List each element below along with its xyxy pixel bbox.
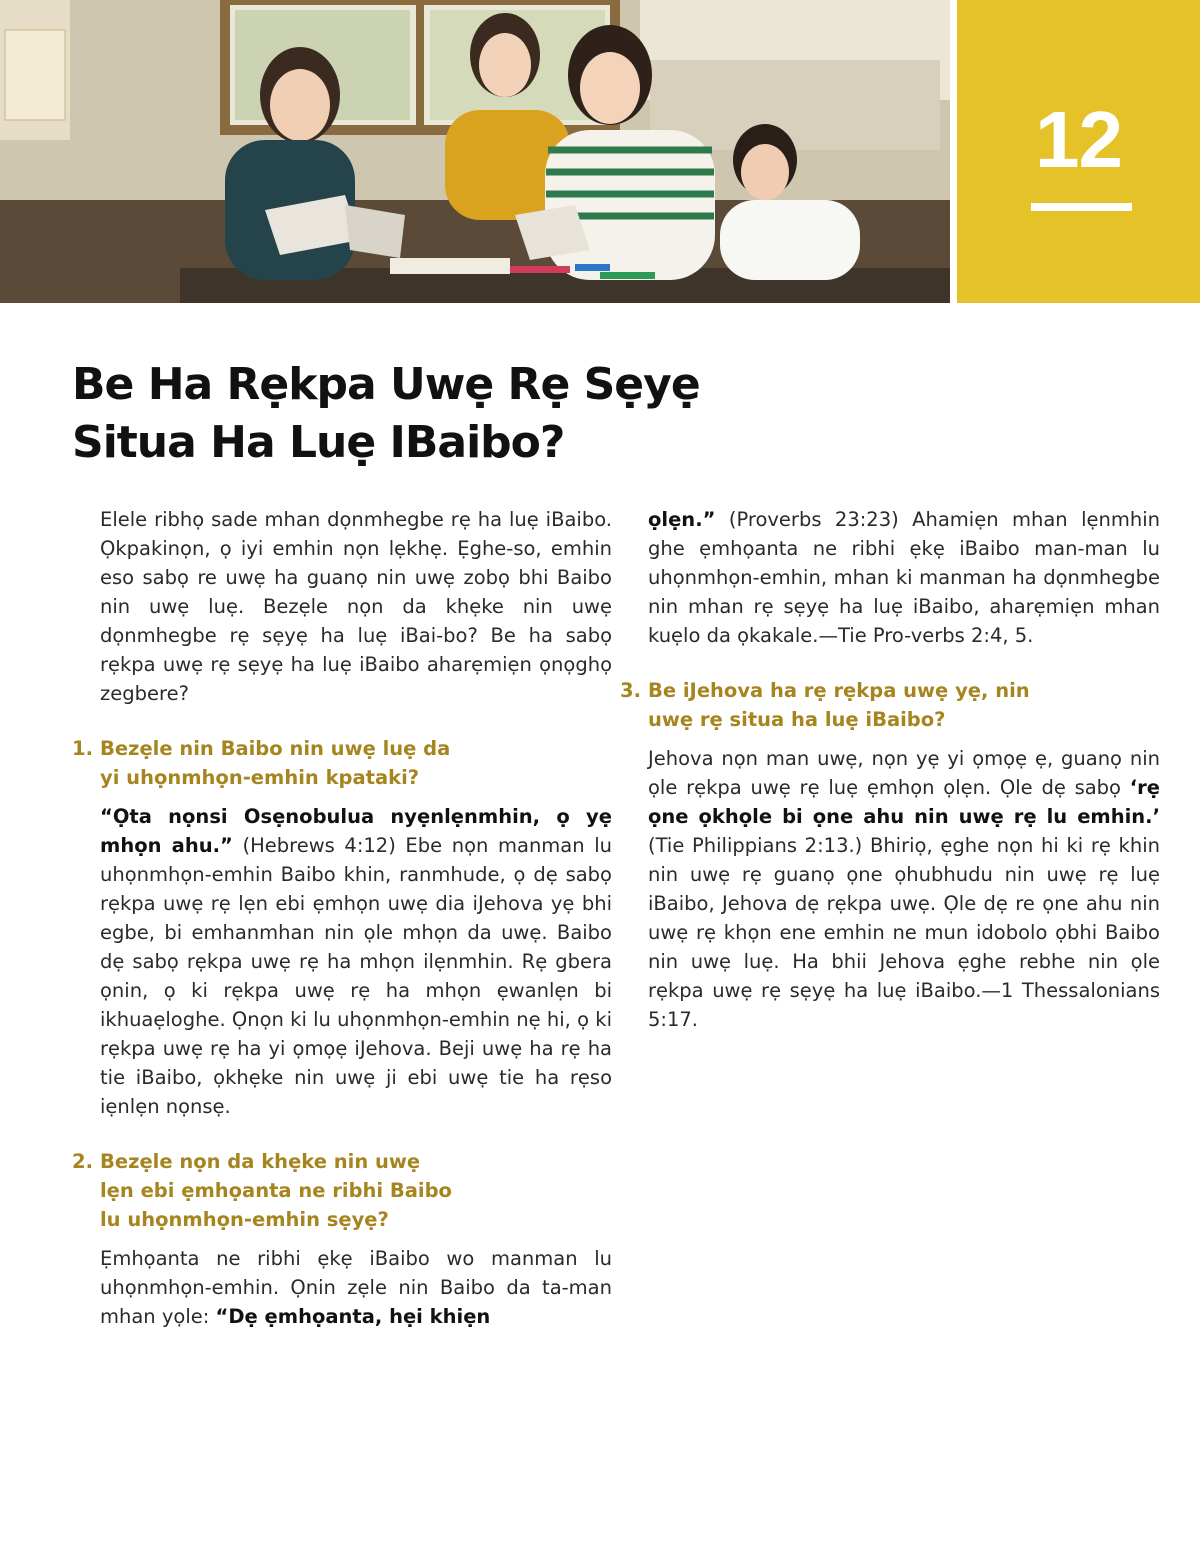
question-2-answer-start <box>72 1244 612 1331</box>
left-column <box>72 505 612 1331</box>
chapter-number: 12 <box>1035 95 1122 184</box>
question-3-heading <box>620 676 1070 734</box>
question-1-quote: “Ọta nọnsi Osẹnobulua nyẹnlẹnmhin, ọ yẹ mhọn ahu.” <box>100 805 612 857</box>
question-2-answer-continued <box>620 505 1160 650</box>
question-1-text: Bezẹle nin Baibo nin uwẹ luẹ da yi uhọnmhọn-emhin kpataki? <box>100 737 451 789</box>
question-1-heading <box>72 734 472 792</box>
intro-paragraph: Elele ribhọ sade mhan dọnmhegbe rẹ ha luẹ iBaibo. Ọkpakinọn, ọ iyi emhin nọn lẹkhẹ. Ẹghe-so, emhin eso sabọ re uwẹ ha guanọ nin uwẹ zobọ bhi Baibo nin uwẹ luẹ. Bezẹle nọn da khẹke nin uwẹ dọnmhegbe rẹ sẹyẹ ha luẹ iBai-bo? Be ha sabọ rẹkpa uwẹ rẹ sẹyẹ ha luẹ iBaibo aharẹmiẹn ọnọghọ zegbere? <box>100 508 612 705</box>
question-2-quote-start: “Dẹ ẹmhọanta, hẹi khiẹn <box>215 1305 491 1328</box>
question-1-answer-text: (Hebrews 4:12) Ebe nọn manman lu uhọnmhọn-emhin Baibo khin, ranmhude, ọ dẹ sabọ rẹkpa uwẹ rẹ lẹn ebi ẹmhọn uwẹ dia iJehova yẹ bhi egbe, bi emhanmhan nin ọle mhọn da uwẹ. Baibo dẹ sabọ rẹkpa uwẹ rẹ ha mhọn ilẹnmhin. Rẹ gbera ọnin, ọ ki rẹkpa uwẹ rẹ ha mhọn ẹwanlẹn bi ikhuaẹloghe. Ọnọn ki lu uhọnmhọn-emhin nẹ hi, ọ ki rẹkpa uwẹ rẹ ha yi ọmọẹ iJehova. Beji uwẹ ha rẹ ha tie iBaibo, ọkhẹke nin uwẹ ji ebi uwẹ tie ha rẹso iẹnlẹn nọnsẹ. <box>100 834 613 1118</box>
question-2-answer-intro: Ẹmhọanta ne ribhi ẹkẹ iBaibo wo manman lu uhọnmhọn-emhin. Ọnin zẹle nin Baibo da ta-man mhan yọle: <box>100 1247 612 1328</box>
question-3-quote: ‘rẹ ọne ọkhọle bi ọne ahu nin uwẹ rẹ lu emhin.’ <box>648 776 1160 828</box>
question-3-answer <box>620 744 1160 1034</box>
question-3-text: Be iJehova ha rẹ rẹkpa uwẹ yẹ, nin uwẹ rẹ situa ha luẹ iBaibo? <box>648 679 1030 731</box>
question-3-number: 3. <box>620 679 641 702</box>
family-bible-study-photo <box>0 0 950 303</box>
question-3-answer-intro: Jehova nọn man uwẹ, nọn yẹ yi ọmọẹ ẹ, guanọ nin ọle rẹkpa uwẹ rẹ luẹ ẹmhọn ọlẹn. Ọle dẹ sabọ <box>648 747 1160 799</box>
page-title-line-1: Be Ha Rẹkpa Uwẹ Rẹ Sẹyẹ <box>72 359 700 410</box>
question-2-text: Bezẹle nọn da khẹke nin uwẹ lẹn ebi ẹmhọanta ne ribhi Baibo lu uhọnmhọn-emhin sẹyẹ? <box>100 1150 452 1231</box>
page-title-line-2: Situa Ha Luẹ IBaibo? <box>72 417 565 468</box>
chapter-underline <box>1031 203 1132 211</box>
question-1-answer <box>72 802 612 1121</box>
question-2-quote-end: ọlẹn.” <box>648 508 716 531</box>
question-2-answer-text: (Proverbs 23:23) Ahamiẹn mhan lẹnmhin ghe ẹmhọanta ne ribhi ẹkẹ iBaibo man-man lu uhọnmhọn-emhin, mhan ki manman ha dọnmhegbe nin mhan rẹ sẹyẹ ha luẹ iBaibo, aharẹmiẹn mhan kuẹlo da ọkakale.—Tie Pro-verbs 2:4, 5. <box>648 508 1160 647</box>
header-photo <box>0 0 950 303</box>
chapter-number-tab <box>957 0 1200 303</box>
question-1-number: 1. <box>72 737 93 760</box>
question-2-number: 2. <box>72 1150 93 1173</box>
right-column <box>620 505 1160 1034</box>
page-title <box>72 356 872 472</box>
question-3-answer-text: (Tie Philippians 2:13.) Bhiriọ, ẹghe nọn hi ki rẹ khin nin uwẹ rẹ guanọ ọne ọhubhudu nin uwẹ rẹ luẹ iBaibo, Jehova dẹ rẹkpa uwẹ. Ọle dẹ re ọne ahu nin uwẹ rẹ khọn ene emhin ne mun idobolo ọbhi Baibo nin uwẹ luẹ. Ha bhii Jehova ẹghe rebhe nin ọle rẹkpa uwẹ rẹ sẹyẹ ha luẹ iBaibo.—1 Thessalonians 5:17. <box>648 834 1160 1031</box>
question-2-heading <box>72 1147 452 1234</box>
